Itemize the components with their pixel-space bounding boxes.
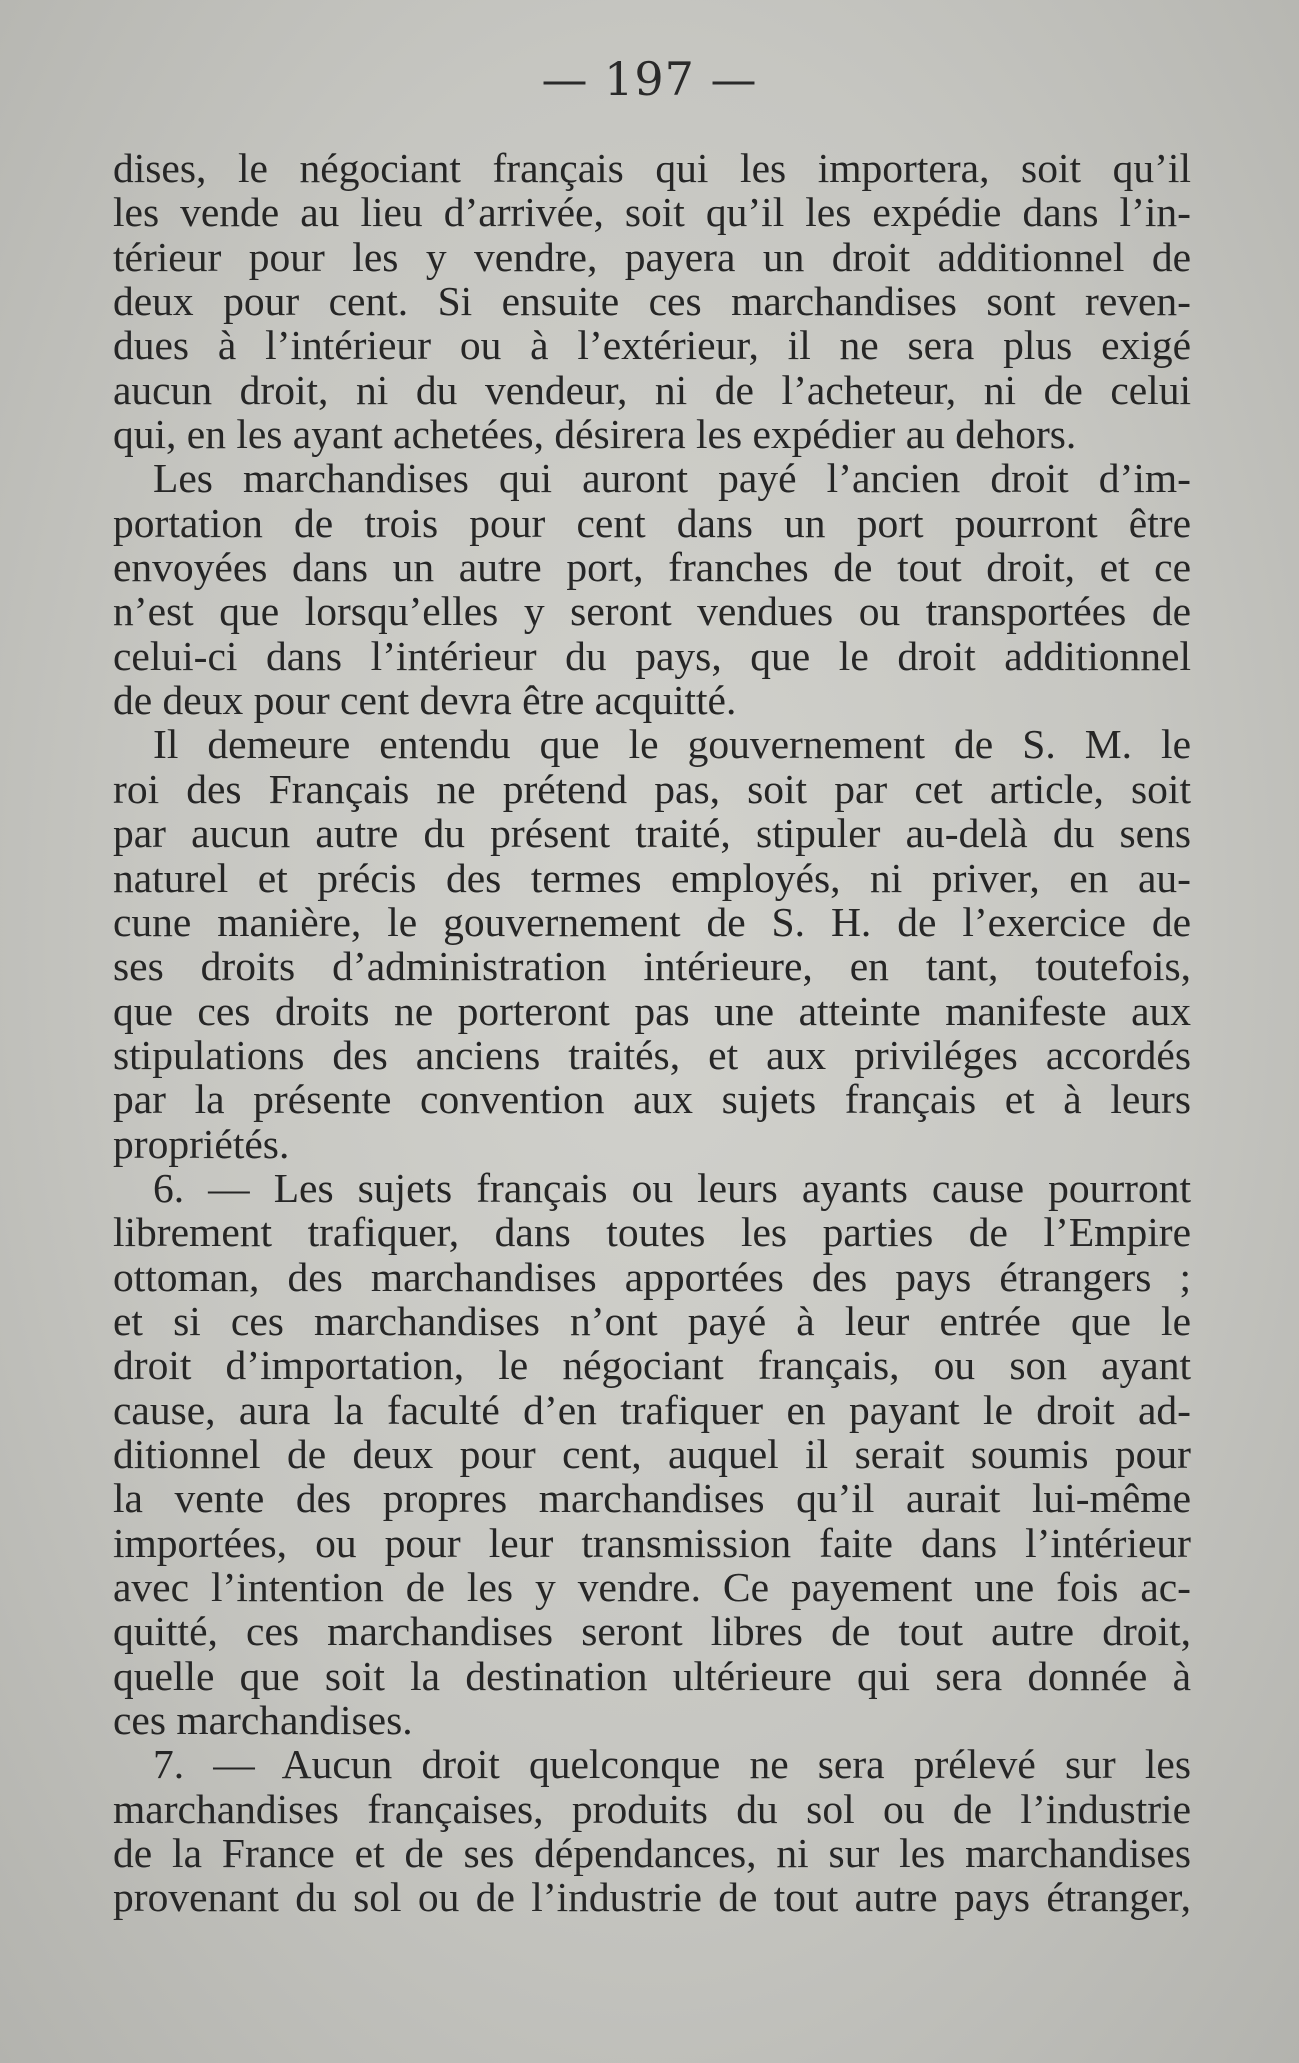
text-line: par aucun autre du présent traité, stipuler au-delà du sens (113, 810, 1191, 857)
text-line: 7. — Aucun droit quelconque ne sera prélevé sur les (153, 1741, 1191, 1788)
body-text (113, 146, 1191, 1920)
text-line: Il demeure entendu que le gouvernement de S. M. le (153, 721, 1191, 768)
text-line: la vente des propres marchandises qu’il aurait lui-même (113, 1475, 1191, 1522)
text-line: avec l’intention de les y vendre. Ce payement une fois ac- (113, 1564, 1191, 1610)
text-line: de la France et de ses dépendances, ni sur les marchandises (113, 1830, 1191, 1877)
text-line: celui-ci dans l’intérieur du pays, que le droit additionnel (113, 632, 1191, 679)
text-line: Les marchandises qui auront payé l’ancien droit d’im- (153, 455, 1191, 502)
text-line: de deux pour cent devra être acquitté. (113, 677, 737, 724)
page-number: — 197 — (541, 52, 758, 106)
text-line: librement trafiquer, dans toutes les parties de l’Empire (113, 1209, 1191, 1256)
text-line: cause, aura la faculté d’en trafiquer en payant le droit ad- (113, 1386, 1191, 1433)
text-line: qui, en les ayant achetées, désirera les expédier au dehors. (113, 411, 1077, 458)
text-line: n’est que lorsqu’elles y seront vendues ou transportées de (113, 588, 1191, 635)
text-line: et si ces marchandises n’ont payé à leur entrée que le (113, 1297, 1191, 1344)
text-line: dises, le négociant français qui les importera, soit qu’il (113, 145, 1191, 191)
text-line: quelle que soit la destination ultérieure qui sera donnée à (113, 1652, 1191, 1699)
text-line: envoyées dans un autre port, franches de tout droit, et ce (113, 544, 1191, 591)
text-line: les vende au lieu d’arrivée, soit qu’il les expédie dans l’in- (113, 189, 1191, 236)
text-line: ditionnel de deux pour cent, auquel il serait soumis pour (113, 1430, 1191, 1477)
text-line: ses droits d’administration intérieure, en tant, toutefois, (113, 943, 1191, 990)
text-line: 6. — Les sujets français ou leurs ayants cause pourront (153, 1164, 1191, 1211)
text-line: naturel et précis des termes employés, ni priver, en au- (113, 854, 1191, 901)
text-line: deux pour cent. Si ensuite ces marchandises sont reven- (113, 278, 1191, 325)
text-line: marchandises françaises, produits du sol ou de l’industrie (113, 1785, 1191, 1832)
text-line: cune manière, le gouvernement de S. H. de l’exercice de (113, 898, 1191, 945)
text-line: ces marchandises. (113, 1697, 413, 1744)
text-line: que ces droits ne porteront pas une atteinte manifeste aux (113, 987, 1191, 1034)
text-line: droit d’importation, le négociant français, ou son ayant (113, 1342, 1191, 1389)
text-line: quitté, ces marchandises seront libres de tout autre droit, (113, 1608, 1191, 1655)
text-line: provenant du sol ou de l’industrie de tout autre pays étranger, (113, 1874, 1191, 1921)
text-line: importées, ou pour leur transmission faite dans l’intérieur (113, 1519, 1191, 1566)
text-line: par la présente convention aux sujets français et à leurs (113, 1076, 1191, 1123)
text-line: stipulations des anciens traités, et aux priviléges accordés (113, 1031, 1191, 1078)
text-line: dues à l’intérieur ou à l’extérieur, il ne sera plus exigé (113, 322, 1191, 369)
text-line: aucun droit, ni du vendeur, ni de l’acheteur, ni de celui (113, 366, 1191, 413)
text-line: térieur pour les y vendre, payera un droit additionnel de (113, 233, 1191, 280)
text-line: portation de trois pour cent dans un port pourront être (113, 499, 1191, 546)
text-line: ottoman, des marchandises apportées des pays étrangers ; (113, 1253, 1191, 1300)
text-line: propriétés. (113, 1120, 290, 1167)
text-line: roi des Français ne prétend pas, soit par cet article, soit (113, 765, 1191, 812)
